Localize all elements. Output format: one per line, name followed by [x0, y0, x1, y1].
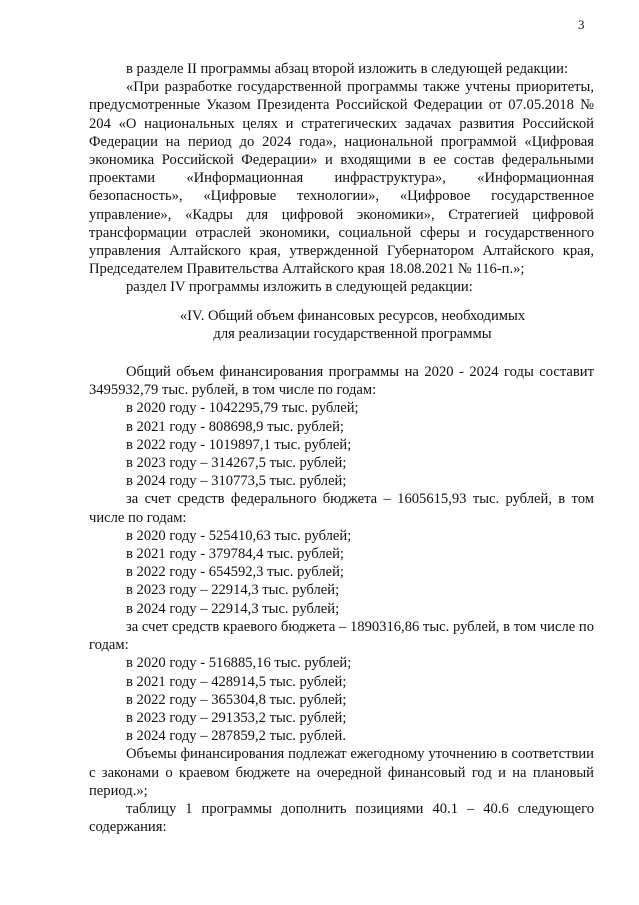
paragraph-federal-intro: за счет средств федерального бюджета – 1605615,93 тыс. рублей, в том числе по годам:	[89, 491, 594, 526]
list-item: в 2022 году – 365304,8 тыс. рублей;	[126, 691, 347, 708]
list-item: в 2024 году – 310773,5 тыс. рублей;	[126, 473, 347, 490]
list-item: в 2023 году – 22914,3 тыс. рублей;	[126, 582, 340, 599]
list-item: в 2020 году - 1042295,79 тыс. рублей;	[126, 400, 359, 417]
section-heading-line-1: «IV. Общий объем финансовых ресурсов, необходимых	[179, 307, 526, 324]
list-item: в 2021 году - 808698,9 тыс. рублей;	[126, 418, 344, 435]
list-item: в 2021 году - 379784,4 тыс. рублей;	[126, 546, 344, 563]
section-heading-line-2: для реализации государственной программы	[213, 325, 492, 342]
paragraph-table-note: таблицу 1 программы дополнить позициями 40.1 – 40.6 следующего содержания:	[89, 800, 594, 836]
paragraph-quote-main: «При разработке государственной программы также учтены приоритеты, предусмотренные Указом Президента Российской Федерации от 07.05.2018 № 204 «О национальных целях и стратегических задачах развития Российской Федерации на период до 2024 года», национальной программой «Цифровая экономика Российской Федерации» и входящими в ее состав федеральными проектами «Информационная инфраструктура», «Информационная безопасность», «Цифровые технологии», «Цифровое государственное управление», «Кадры для цифровой экономики», Стратегией цифровой трансформации отраслей экономики, социальной сферы и государственного управления Алтайского края, утвержденной Губернатором Алтайского края, Председателем Правительства Алтайского края 18.08.2021 № 116-п.»;	[89, 79, 594, 278]
paragraph-intro-section-iv: раздел IV программы изложить в следующей редакции:	[126, 279, 473, 296]
list-item: в 2024 году – 287859,2 тыс. рублей.	[126, 728, 347, 745]
paragraph-intro-section-ii: в разделе II программы абзац второй изложить в следующей редакции:	[126, 61, 569, 77]
list-item: в 2020 году - 525410,63 тыс. рублей;	[126, 527, 352, 544]
list-item: в 2024 году – 22914,3 тыс. рублей;	[126, 600, 340, 617]
total-by-year-list	[89, 399, 594, 490]
regional-by-year-list	[89, 654, 594, 745]
paragraph-total-intro: Общий объем финансирования программы на 2020 - 2024 годы составит 3495932,79 тыс. рублей, в том числе по годам:	[89, 364, 594, 399]
list-item: в 2022 году - 1019897,1 тыс. рублей;	[126, 436, 352, 453]
list-item: в 2023 году – 314267,5 тыс. рублей;	[126, 455, 347, 472]
list-item: в 2021 году – 428914,5 тыс. рублей;	[126, 673, 347, 690]
document-body	[89, 60, 594, 836]
list-item: в 2020 году - 516885,16 тыс. рублей;	[126, 655, 352, 672]
list-item: в 2022 году - 654592,3 тыс. рублей;	[126, 564, 344, 581]
paragraph-regional-intro: за счет средств краевого бюджета – 1890316,86 тыс. рублей, в том числе по годам:	[89, 618, 594, 654]
page-number: 3	[578, 17, 585, 32]
list-item: в 2023 году – 291353,2 тыс. рублей;	[126, 709, 347, 726]
federal-by-year-list	[89, 527, 594, 618]
paragraph-volumes-note: Объемы финансирования подлежат ежегодному уточнению в соответствии с законами о краевом бюджете на очередной финансовый год и на плановый период.»;	[89, 746, 594, 799]
